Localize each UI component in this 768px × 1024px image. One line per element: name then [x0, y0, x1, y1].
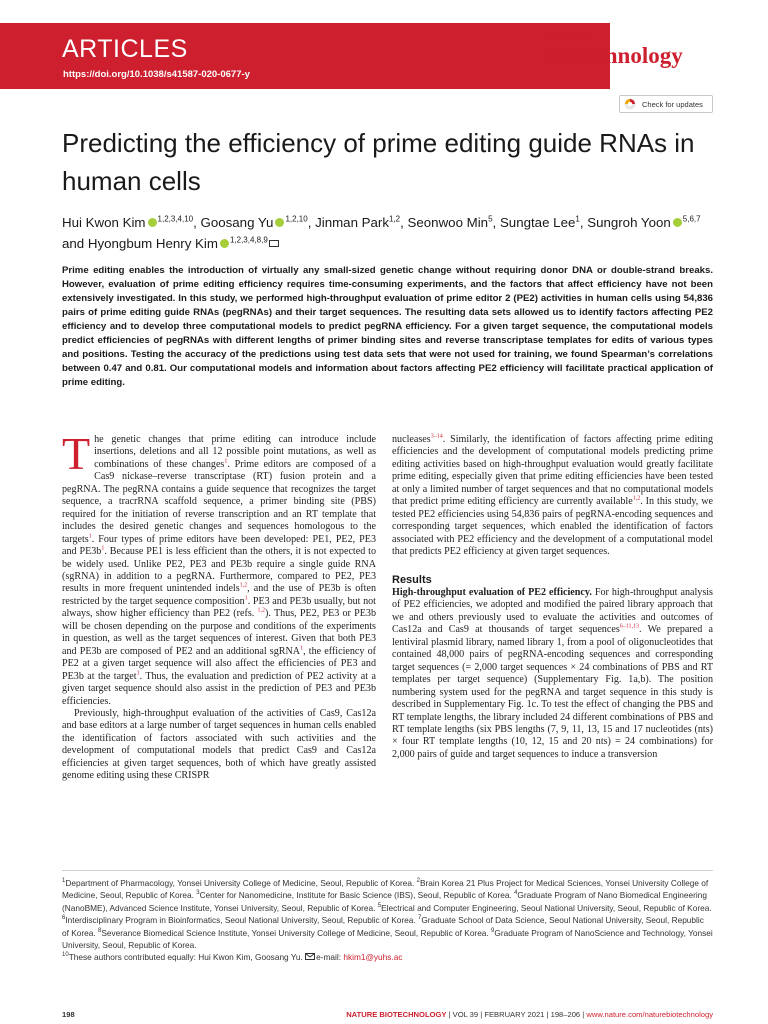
- equal-contribution-note: These authors contributed equally: Hui Kwon Kim, Goosang Yu.: [68, 952, 306, 963]
- affiliation-text: Graduate School of Data Science, Seoul National University, Seoul, Republic of Korea.: [62, 915, 704, 938]
- author-affiliation-marks: 1,2,3,4,8,9: [229, 235, 268, 245]
- results-paragraph-text: For high-throughput analysis of PE2 efficiencies, we adopted and modified the paired library approach that we and others previously used to evaluate the activities and outcomes of Cas12a and Cas9 at thousands of target sequences$^{6-11,13}$. We prepared a lentiviral plasmid library, named library 1, from a pool of oligonucleotides that contained 48,000 pairs of pegRNA-encoding sequences and corresponding target sequences (= 2,000 target sequences × 24 combinations of PBS and RT templates per target sequence) (Supplementary Fig. 1a,b). The position numbering system used for the pegRNA and target sequence in this study is described in Supplementary Fig. 1c. To test the effect of changing the PBS and RT template lengths, the library included 24 different combinations of PBS and RT template lengths (six PBS lengths (7, 9, 11, 13, 15 and 17 nucleotides (nts) × four RT template lengths (10, 12, 15 and 20 nts) = 24 combinations) for 2,000 pairs of guide and target sequences to induce a transversion: [392, 586, 713, 760]
- citation-marker[interactable]: 6–11,13: [619, 623, 640, 630]
- citation-marker[interactable]: 1: [136, 670, 140, 677]
- affiliation-number: 5: [377, 903, 382, 910]
- affiliation-text: Graduate Program of NanoScience and Technology, Yonsei University, Seoul, Republic of Korea.: [62, 927, 713, 951]
- affiliation-text: Department of Pharmacology, Yonsei University College of Medicine, Seoul, Republic of Korea.: [65, 878, 417, 888]
- citation-marker[interactable]: 1,2: [632, 495, 641, 502]
- journal-name: NATURE BIOTECHNOLOGY: [346, 1010, 447, 1019]
- results-paragraph-1: [392, 587, 713, 761]
- author-affiliation-marks: 5: [488, 214, 493, 224]
- corresponding-mail-icon[interactable]: [269, 240, 279, 247]
- article-type-banner: [0, 23, 610, 89]
- affiliation-text: Graduate Program of Nano Biomedical Engineering (NanoBME), Advanced Science Institute, Yonsei University, Seoul, Republic of Korea.: [62, 890, 707, 913]
- results-runin-heading: High-throughput evaluation of PE2 efficiency.: [392, 586, 592, 598]
- footnote-divider: [62, 870, 713, 871]
- body-column-right: [392, 434, 713, 761]
- logo-biotechnology: biotechnology: [546, 43, 683, 68]
- citation-marker[interactable]: 1: [300, 645, 304, 652]
- affiliation-number: 2: [416, 878, 420, 885]
- orcid-icon[interactable]: [220, 239, 229, 248]
- equal-contribution-mark: 10: [62, 952, 69, 959]
- author-name[interactable]: Goosang Yu: [200, 215, 274, 230]
- orcid-icon[interactable]: [148, 218, 157, 227]
- affiliation-text: Center for Nanomedicine, Institute for Basic Science (IBS), Seoul, Republic of Korea.: [199, 890, 515, 901]
- author-name[interactable]: Hui Kwon Kim: [62, 215, 146, 230]
- affiliation-text: Severance Biomedical Science Institute, Yonsei University College of Medicine, Seoul, Republic of Korea.: [101, 927, 492, 938]
- affiliation-text: Interdisciplinary Program in Bioinformatics, Seoul National University, Seoul, Republic of Korea.: [65, 915, 418, 926]
- citation-marker[interactable]: 1: [88, 533, 92, 540]
- orcid-icon[interactable]: [673, 218, 682, 227]
- intro-paragraph-2: Previously, high-throughput evaluation of the activities of Cas9, Cas12a and base editors at a large number of target sequences in human cells enabled the identification of factors associated with such activities and the development of computational models that predict Cas9 and Cas12a efficiencies at given target sequences, both of which have greatly assisted genome editing using these CRISPR: [62, 707, 376, 782]
- author-affiliation-marks: 1,2,10: [285, 214, 308, 224]
- citation-marker[interactable]: 1: [244, 595, 248, 602]
- affiliation-text: Brain Korea 21 Plus Project for Medical Sciences, Yonsei University College of Medicine, Seoul, Republic of Korea.: [62, 878, 709, 901]
- intro-paragraph-1: he genetic changes that prime editing can introduce include insertions, deletions and all 12 possible point mutations, as well as combinations of these changes$^1$. Prime editors are composed of a Cas9 nickase–reverse transcriptase (RT) fusion protein and a pegRNA. The pegRNA contains a guide sequence that recognizes the target sequence, a tracrRNA scaffold sequence, a primer binding site (PBS) required for the initiation of reverse transcription and an RT template that includes the desired genetic changes and sequences homologous to the targets$^1$. Four types of prime editors have been developed: PE1, PE2, PE3 and PE3b$^1$. Because PE1 is less efficient than the others, it is not expected to be widely used. Unlike PE2, PE3 and PE3b require a single guide RNA (sgRNA) in addition to a pegRNA. Furthermore, compared to PE2, PE3 results in more frequent unintended indels$^{1,2}$, and the use of PE3b is often restricted by the target sequence composition$^1$. PE3 and PE3b usually, but not always, show higher efficiency than PE2 (refs. $^{1,2}$). Thus, PE2, PE3 or PE3b will be chosen depending on the purpose and conditions of the experiments in question, as well as the target sequences of interest. Given that both PE3 and PE3b are composed of PE2 and an additional sgRNA$^1$, the efficiency of PE2 at a given target sequence will also affect the efficiencies of PE3 and PE3b at the target$^1$. Thus, the evaluation and prediction of PE2 activity at a given target sequence should also assist in the prediction of PE3 and PE3b efficiencies.: [62, 434, 376, 707]
- check-updates-label: Check for updates: [642, 100, 703, 109]
- affiliation-list: [62, 878, 713, 950]
- author-name[interactable]: Hyongbum Henry Kim: [87, 236, 218, 251]
- author-name[interactable]: Seonwoo Min: [407, 215, 489, 230]
- article-title: Predicting the efficiency of prime editing guide RNAs in human cells: [62, 128, 695, 196]
- orcid-icon[interactable]: [275, 218, 284, 227]
- author-name[interactable]: Sungtae Lee: [499, 215, 576, 230]
- affiliations-footnote: [62, 877, 713, 964]
- affiliation-number: 7: [417, 915, 422, 922]
- intro-paragraph-3: nucleases$^{3-14}$. Similarly, the identification of factors affecting prime editing efficiencies and the development of computational models predicting prime editing activities based on high-throughput evaluation would greatly facilitate prime editing, especially given that prime editing efficiencies have been tested at only a limited number of target sequences and that no computational models that predict prime editing efficiency are currently available$^{1,2}$. In this study, we tested PE2 efficiencies using 54,836 pairs of pegRNA-encoding sequences and corresponding target sequences, which enabled the identification of factors associated with PE2 efficiency and the development of a computational model that predicts PE2 efficiency at given target sequences.: [392, 433, 714, 558]
- author-affiliation-marks: 5,6,7: [682, 214, 701, 224]
- doi-link[interactable]: https://doi.org/10.1038/s41587-020-0677-y: [63, 69, 250, 80]
- check-for-updates-button[interactable]: [619, 95, 713, 113]
- section-label: ARTICLES: [62, 35, 188, 63]
- affiliation-text: Electrical and Computer Engineering, Seoul National University, Seoul, Republic of Korea.: [381, 902, 712, 913]
- author-name[interactable]: Jinman Park: [315, 215, 389, 230]
- results-heading: Results: [392, 573, 432, 586]
- issue-info: | VOL 39 | FEBRUARY 2021 | 198–206 |: [446, 1010, 587, 1019]
- logo-nature: nature: [547, 27, 590, 43]
- email-link[interactable]: hkim1@yuhs.ac: [343, 952, 403, 963]
- citation-marker[interactable]: 3–14: [430, 433, 443, 440]
- abstract: Prime editing enables the introduction of virtually any small-sized genetic change without requiring donor DNA or double-strand breaks. However, evaluation of prime editing efficiency requires time-consuming experiments, and the factors that affect efficiency have not been extensively investigated. In this study, we performed high-throughput evaluation of prime editor 2 (PE2) activities in human cells using 54,836 pairs of prime editing guide RNAs (pegRNAs) and their target sequences. The resulting data sets allowed us to identify factors affecting PE2 efficiency and to develop three computational models to predict pegRNA efficiency. For a given target sequence, the computational models predict efficiencies of pegRNAs with different lengths of primer binding sites and reverse transcriptase templates for edits of various types and positions. Testing the accuracy of the predictions using test data sets that were not used for training, we found Spearman’s correlations between 0.47 and 0.81. Our computational models and information about factors affecting PE2 efficiency will facilitate practical application of prime editing.: [62, 265, 713, 388]
- journal-url[interactable]: www.nature.com/naturebiotechnology: [586, 1010, 713, 1019]
- author-affiliation-marks: 1,2,3,4,10: [157, 214, 194, 224]
- affiliation-number: 9: [491, 927, 495, 934]
- journal-info: [346, 1010, 713, 1019]
- body-column-left: [62, 428, 376, 783]
- author-affiliation-marks: 1: [575, 214, 580, 224]
- affiliation-number: 6: [62, 915, 66, 922]
- author-name[interactable]: Sungroh Yoon: [587, 215, 671, 230]
- affiliation-number: 4: [514, 890, 518, 897]
- check-updates-icon: [624, 98, 636, 110]
- author-affiliation-marks: 1,2: [389, 214, 401, 224]
- affiliation-number: 3: [196, 890, 200, 897]
- mail-icon: [305, 953, 315, 960]
- citation-marker[interactable]: 1,2: [239, 583, 248, 590]
- author-list: Hui Kwon Kim $^{1,2,3,4,10}$, Goosang Yu $^{1,2,10}$, Jinman Park$^{1,2}$, Seonwoo Min$^5$, Sungtae Lee$^1$, Sungroh Yoon $^{5,6,7}$ and Hyongbum Henry Kim $^{1,2,3,4,8,9}$: [62, 214, 701, 251]
- affiliation-number: 1: [62, 878, 66, 885]
- email-label: e-mail:: [316, 952, 344, 963]
- citation-marker[interactable]: 1,2: [257, 607, 266, 614]
- page-number: 198: [62, 1010, 75, 1019]
- affiliation-number: 8: [97, 927, 102, 934]
- drop-cap: T: [62, 428, 91, 479]
- citation-marker[interactable]: 1: [101, 545, 105, 552]
- citation-marker[interactable]: 1: [224, 458, 228, 465]
